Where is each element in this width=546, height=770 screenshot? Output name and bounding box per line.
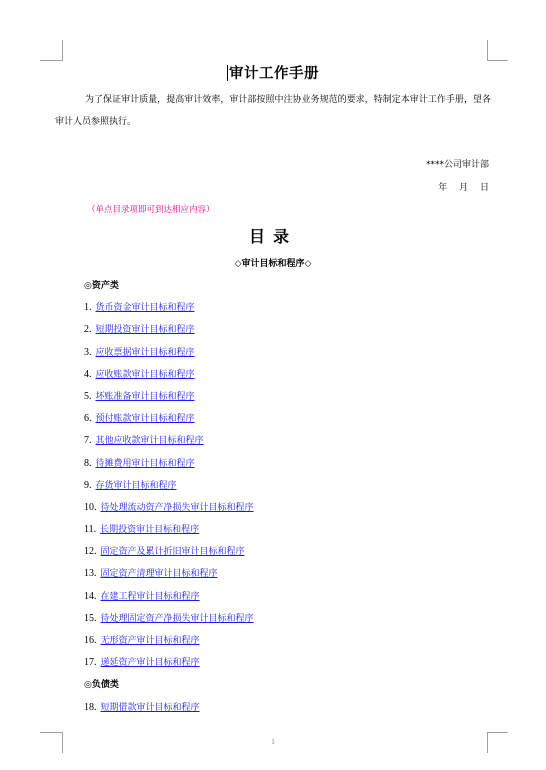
toc-item-link[interactable]: 存货审计目标和程序 [95, 480, 177, 491]
toc-item[interactable] [84, 497, 504, 519]
toc-item-link[interactable]: 待处理固定资产净损失审计目标和程序 [100, 613, 254, 624]
toc-item-number: 2. [84, 324, 92, 336]
toc-item-link[interactable]: 应收票据审计目标和程序 [95, 347, 195, 358]
toc-item-number: 16. [84, 635, 97, 646]
company-signature: ****公司审计部 [425, 160, 489, 170]
table-of-contents [84, 275, 504, 719]
crop-mark-top-left [40, 40, 63, 61]
toc-item[interactable] [84, 297, 504, 319]
date-line: 年 月 日 [438, 183, 489, 193]
text-cursor [227, 65, 228, 81]
document-title [0, 62, 546, 83]
toc-item-number: 18. [84, 701, 97, 713]
toc-item-number: 9. [84, 479, 92, 491]
toc-hint: （单点目录项即可到达相应内容） [87, 205, 215, 215]
toc-item-number: 14. [84, 590, 97, 602]
toc-item-number: 13. [84, 568, 97, 580]
toc-item-link[interactable]: 在建工程审计目标和程序 [100, 591, 200, 602]
toc-item-link[interactable]: 短期借款审计目标和程序 [100, 702, 200, 713]
toc-item[interactable] [84, 408, 504, 430]
toc-item[interactable] [84, 430, 504, 452]
toc-item-number: 7. [84, 435, 92, 447]
toc-item-number: 8. [84, 457, 92, 469]
toc-item-number: 4. [84, 368, 92, 380]
toc-item[interactable] [84, 563, 504, 585]
toc-item[interactable] [84, 319, 504, 341]
toc-title: 目录 [248, 227, 297, 246]
toc-item[interactable] [84, 364, 504, 386]
toc-item-number: 6. [84, 413, 92, 425]
toc-item-link[interactable]: 无形资产审计目标和程序 [100, 636, 200, 646]
toc-item-number: 11. [84, 524, 97, 536]
toc-item-link[interactable]: 坏账准备审计目标和程序 [95, 391, 195, 402]
toc-item-link[interactable]: 长期投资审计目标和程序 [100, 525, 200, 536]
toc-item[interactable] [84, 475, 504, 497]
toc-item[interactable] [84, 586, 504, 608]
toc-item-number: 5. [84, 390, 92, 402]
toc-item[interactable] [84, 386, 504, 408]
page-number: 1 [271, 737, 275, 746]
toc-item-number: 15. [84, 612, 97, 624]
toc-item-link[interactable]: 递延资产审计目标和程序 [100, 658, 200, 669]
toc-item-number: 1. [84, 302, 92, 314]
toc-item-link[interactable]: 固定资产及累计折旧审计目标和程序 [100, 547, 245, 558]
toc-item[interactable] [84, 541, 504, 563]
toc-category: ◎负债类 [84, 680, 119, 691]
toc-category: ◎资产类 [84, 281, 119, 291]
toc-item-link[interactable]: 应收账款审计目标和程序 [95, 369, 195, 380]
document-title-text: 审计工作手册 [229, 66, 319, 82]
toc-item-link[interactable]: 待处理流动资产净损失审计目标和程序 [100, 502, 254, 513]
toc-item-link[interactable]: 固定资产清理审计目标和程序 [100, 569, 218, 580]
toc-item-number: 10. [84, 501, 97, 513]
toc-item-number: 3. [84, 346, 92, 358]
crop-mark-top-right [487, 40, 508, 61]
toc-item[interactable] [84, 519, 504, 541]
toc-item-link[interactable]: 货币资金审计目标和程序 [95, 303, 195, 314]
toc-item-number: 12. [84, 546, 97, 558]
toc-item[interactable] [84, 608, 504, 630]
toc-item[interactable] [84, 697, 504, 719]
intro-paragraph: 为了保证审计质量，提高审计效率，审计部按照中注协业务规范的要求，特制定本审计工作手册，望各审计人员参照执行。 [55, 95, 491, 127]
toc-item[interactable] [84, 342, 504, 364]
toc-item-link[interactable]: 待摊费用审计目标和程序 [95, 458, 195, 469]
toc-item-link[interactable]: 短期投资审计目标和程序 [95, 325, 195, 336]
toc-item-link[interactable]: 预付账款审计目标和程序 [95, 414, 195, 425]
toc-item-number: 17. [84, 657, 97, 669]
toc-item[interactable] [84, 652, 504, 674]
toc-subtitle: ◇审计目标和程序◇ [234, 259, 312, 269]
toc-item[interactable] [84, 453, 504, 475]
toc-item-link[interactable]: 其他应收款审计目标和程序 [95, 436, 204, 447]
toc-item[interactable] [84, 630, 504, 652]
